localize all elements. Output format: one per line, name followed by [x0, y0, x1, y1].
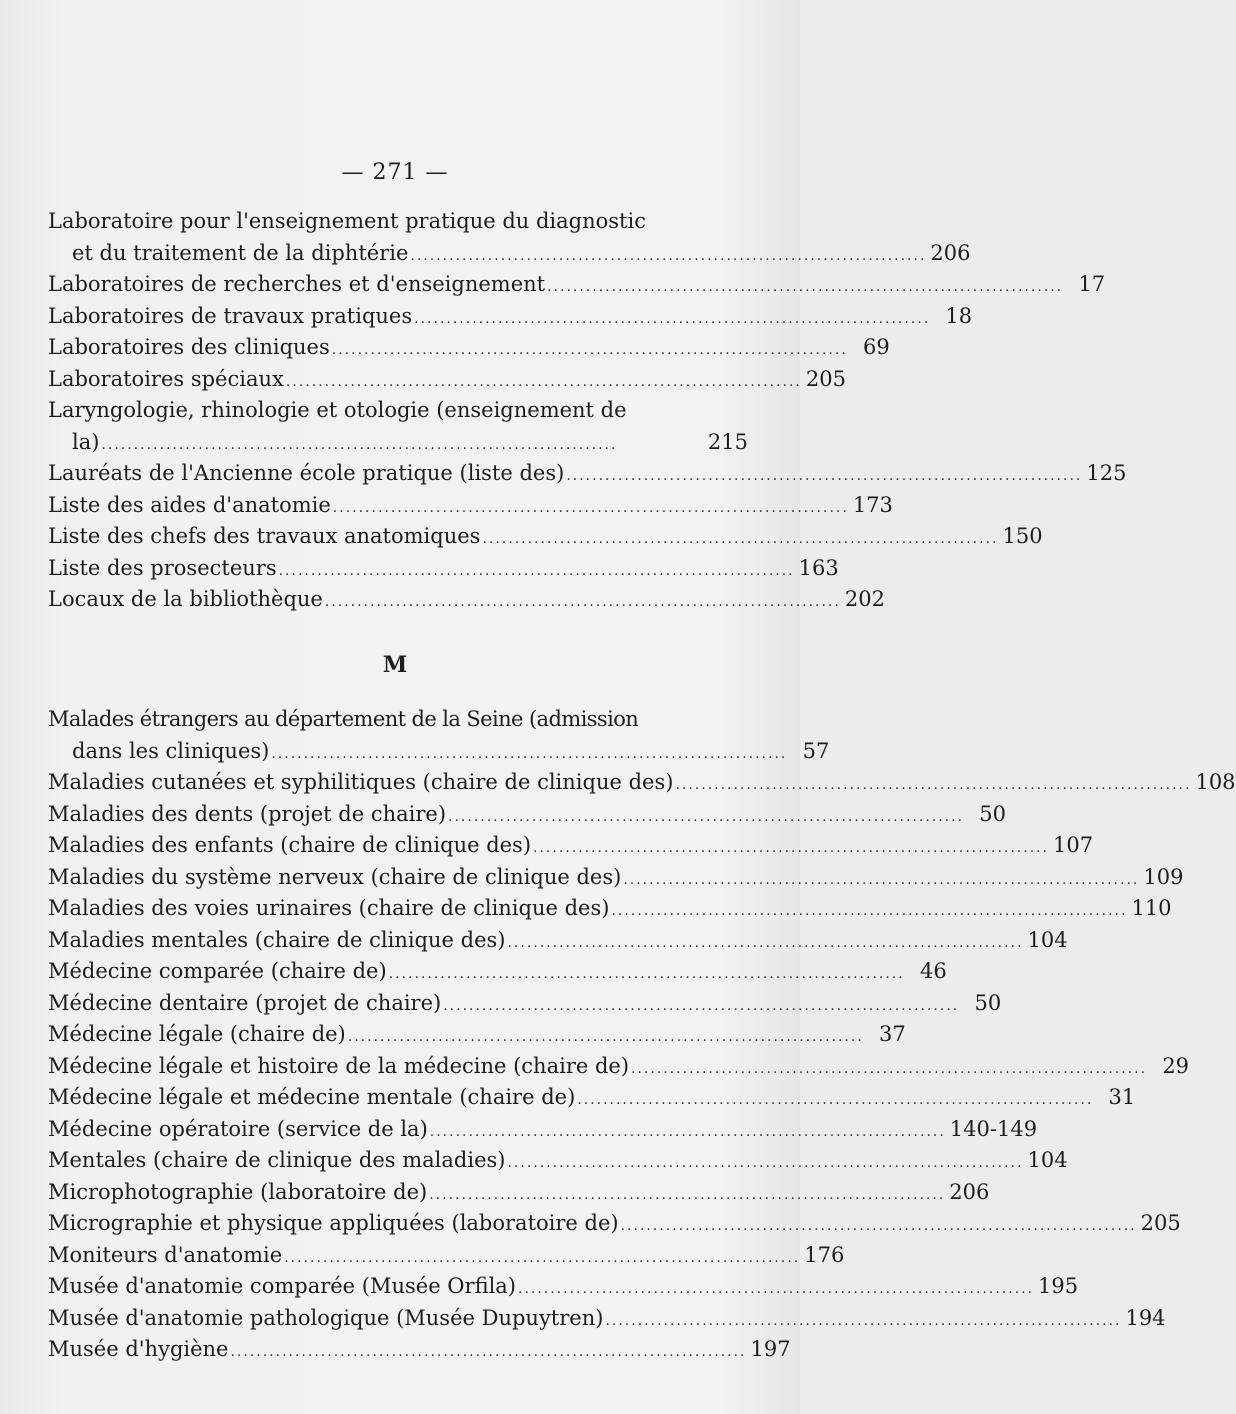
index-entry [48, 1177, 990, 1209]
page-reference: 205 [1140, 1211, 1181, 1235]
index-entry-label: dans les cliniques) [72, 738, 270, 763]
dot-leader: ................................................................................ [230, 1344, 747, 1360]
dot-leader: ................................................................................ [507, 934, 1024, 951]
dot-leader: ................................................................................ [566, 468, 1083, 484]
index-entry-label: et du traitement de la diphtérie [72, 240, 409, 265]
dot-leader: ................................................................................ [675, 777, 1192, 793]
index-entry-label: Médecine légale (chaire de) [48, 1022, 346, 1046]
dot-leader: ................................................................................ [448, 808, 965, 825]
dot-leader: ................................................................................ [388, 966, 905, 982]
index-entry [48, 1271, 1079, 1303]
index-entry [48, 830, 1094, 862]
page-reference: 104 [1027, 1148, 1068, 1172]
index-entry [48, 1334, 791, 1366]
dot-leader: ................................................................................ [347, 1029, 864, 1045]
dot-leader: ................................................................................ [101, 436, 618, 453]
dot-leader: ................................................................................ [332, 499, 849, 516]
index-entry [48, 364, 846, 396]
index-entry [48, 862, 1184, 894]
page-reference: 202 [844, 587, 885, 611]
dot-leader: ................................................................................ [482, 531, 999, 547]
page-reference: 125 [1086, 461, 1127, 485]
index-entry [48, 458, 1127, 490]
index-entry-label: la) [72, 429, 100, 454]
index-entry-heading: Laryngologie, rhinologie et otologie (enseignement de [48, 398, 627, 422]
page-reference: 107 [1053, 833, 1094, 857]
index-entry [48, 1114, 1038, 1146]
page-reference: 215 [707, 429, 748, 454]
index-entry-label: Liste des chefs des travaux anatomiques [48, 524, 481, 548]
index-entry [48, 799, 1007, 831]
page-reference: 50 [974, 990, 1002, 1015]
index-entry-label: Médecine légale et médecine mentale (chaire de) [48, 1085, 576, 1109]
page-reference: 195 [1038, 1274, 1079, 1298]
index-entry-label: Musée d'anatomie comparée (Musée Orfila) [48, 1274, 516, 1298]
page-reference: 206 [930, 240, 971, 265]
dot-leader: ................................................................................ [547, 279, 1064, 295]
dot-leader: ................................................................................ [623, 871, 1140, 888]
index-entry-label: Maladies des enfants (chaire de clinique des) [48, 833, 532, 857]
page-number: — 271 — [341, 160, 449, 185]
index-entry-label: Musée d'anatomie pathologique (Musée Dupuytren) [48, 1305, 604, 1330]
dot-leader: ................................................................................ [605, 1312, 1122, 1329]
page-reference: 57 [802, 738, 830, 763]
index-entry [48, 1240, 845, 1272]
section-heading-m: M [382, 652, 408, 678]
index-entry-label: Lauréats de l'Ancienne école pratique (liste des) [48, 461, 565, 485]
index-entry [48, 1051, 1190, 1083]
page-reference: 29 [1162, 1053, 1190, 1078]
index-entry [48, 584, 885, 616]
dot-leader: ................................................................................ [443, 997, 960, 1014]
dot-leader: ................................................................................ [278, 562, 795, 579]
page-reference: 108 [1195, 770, 1236, 794]
page-reference: 31 [1108, 1085, 1136, 1109]
page-reference: 69 [863, 335, 890, 359]
index-entry-label: Microphotographie (laboratoire de) [48, 1179, 428, 1204]
index-entry [48, 1145, 1068, 1177]
index-entry [48, 553, 839, 585]
page-reference: 104 [1027, 927, 1068, 952]
dot-leader: ................................................................................ [507, 1155, 1024, 1171]
dot-leader: ................................................................................ [577, 1092, 1094, 1108]
index-entry-label: Moniteurs d'anatomie [48, 1242, 283, 1267]
dot-leader: ................................................................................ [631, 1060, 1148, 1077]
index-entry [48, 1019, 906, 1051]
dot-leader: ................................................................................ [271, 745, 788, 762]
page-reference: 176 [804, 1242, 845, 1267]
index-entry [48, 1303, 1166, 1335]
index-section-l [48, 206, 1127, 616]
index-entry [48, 427, 748, 459]
index-entry [48, 956, 947, 988]
index-entry [48, 925, 1068, 957]
dot-leader: ................................................................................ [620, 1218, 1137, 1234]
index-entry-label: Laboratoires des cliniques [48, 335, 330, 359]
index-entry-label: Micrographie et physique appliquées (laboratoire de) [48, 1211, 619, 1235]
dot-leader: ................................................................................ [285, 373, 802, 390]
index-entry [48, 332, 890, 364]
page-reference: 206 [949, 1179, 990, 1204]
dot-leader: ................................................................................ [324, 594, 841, 610]
dot-leader: ................................................................................ [429, 1123, 946, 1140]
index-entry [48, 767, 1236, 799]
index-entry-label: Laboratoires de travaux pratiques [48, 303, 413, 328]
index-entry [48, 521, 1043, 553]
dot-leader: ................................................................................ [414, 310, 931, 327]
page-reference: 46 [919, 959, 947, 983]
index-entry-label: Maladies du système nerveux (chaire de clinique des) [48, 864, 622, 889]
page-reference: 173 [852, 492, 893, 517]
index-entry-label: Médecine dentaire (projet de chaire) [48, 990, 442, 1015]
page-reference: 194 [1125, 1305, 1166, 1330]
page-reference: 109 [1143, 864, 1184, 889]
page-reference: 50 [979, 801, 1007, 826]
page-reference: 110 [1131, 896, 1172, 920]
index-entry-label: Mentales (chaire de clinique des maladies) [48, 1148, 506, 1172]
index-section-m [48, 704, 1236, 1366]
page-reference: 197 [750, 1337, 791, 1361]
index-entry [48, 893, 1172, 925]
dot-leader: ................................................................................ [331, 342, 848, 358]
page-reference: 140-149 [949, 1116, 1038, 1141]
index-entry-label: Maladies des dents (projet de chaire) [48, 801, 447, 826]
index-entry-label: Maladies des voies urinaires (chaire de clinique des) [48, 896, 610, 920]
index-entry [48, 736, 830, 768]
index-entry-label: Laboratoires spéciaux [48, 366, 284, 391]
index-entry [48, 988, 1002, 1020]
index-entry-label: Médecine opératoire (service de la) [48, 1116, 428, 1141]
index-entry-label: Maladies mentales (chaire de clinique des) [48, 927, 506, 952]
index-entry-label: Médecine légale et histoire de la médecine (chaire de) [48, 1053, 630, 1078]
index-entry-label: Laboratoires de recherches et d'enseignement [48, 272, 546, 296]
index-entry [48, 301, 973, 333]
index-entry-heading: Malades étrangers au département de la Seine (admission [48, 707, 639, 731]
index-entry [48, 1082, 1136, 1114]
page-reference: 150 [1002, 524, 1043, 548]
page-reference: 37 [879, 1022, 906, 1046]
page-reference: 18 [945, 303, 973, 328]
index-entry-label: Médecine comparée (chaire de) [48, 959, 387, 983]
page-reference: 205 [805, 366, 846, 391]
dot-leader: ................................................................................ [284, 1249, 801, 1266]
index-entry [48, 238, 971, 270]
index-entry-label: Maladies cutanées et syphilitiques (chaire de clinique des) [48, 770, 674, 794]
dot-leader: ................................................................................ [611, 903, 1128, 919]
page-reference: 17 [1078, 272, 1106, 296]
index-entry-label: Locaux de la bibliothèque [48, 587, 323, 611]
index-entry [48, 269, 1106, 301]
dot-leader: ................................................................................ [410, 247, 927, 264]
page-reference: 163 [798, 555, 839, 580]
index-entry [48, 490, 893, 522]
index-entry-heading: Laboratoire pour l'enseignement pratique du diagnostic [48, 209, 646, 233]
dot-leader: ................................................................................ [518, 1281, 1035, 1297]
index-entry-label: Liste des aides d'anatomie [48, 492, 331, 517]
index-entry-label: Musée d'hygiène [48, 1337, 229, 1361]
dot-leader: ................................................................................ [429, 1186, 946, 1203]
index-entry [48, 1208, 1181, 1240]
index-entry-label: Liste des prosecteurs [48, 555, 277, 580]
dot-leader: ................................................................................ [533, 840, 1050, 856]
